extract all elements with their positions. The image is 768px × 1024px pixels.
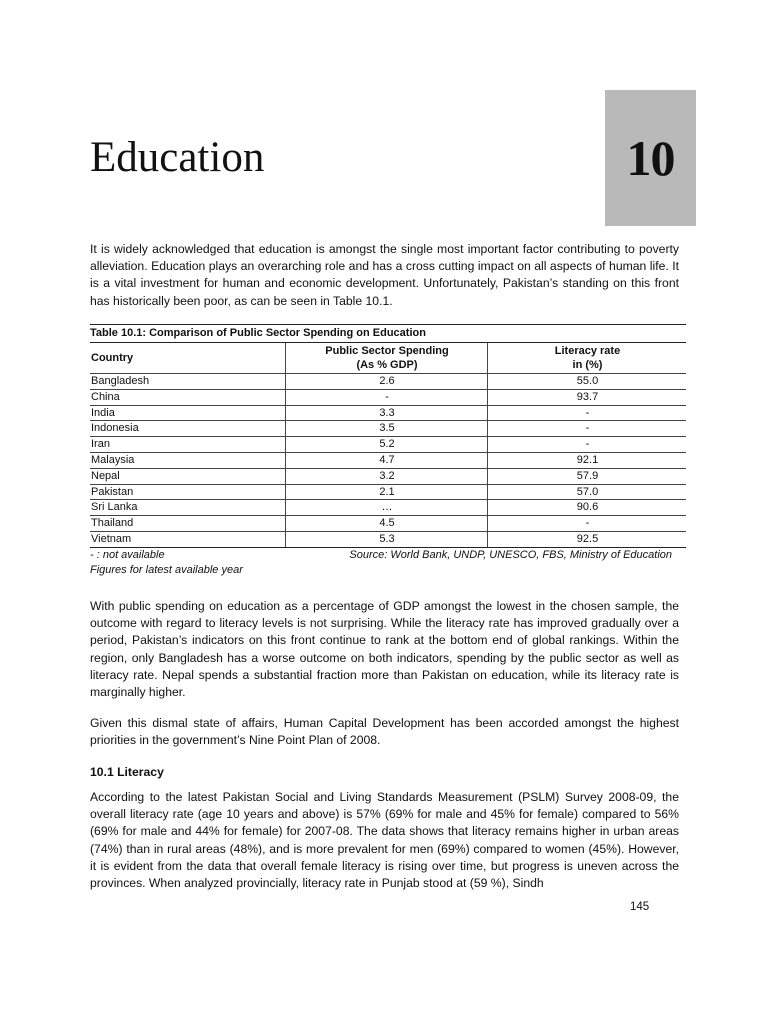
cell-country: Vietnam [90, 531, 286, 547]
table-row [90, 421, 686, 437]
cell-spending: 4.5 [286, 516, 488, 532]
header-literacy-line2: in (%) [572, 359, 603, 371]
table-row [90, 516, 686, 532]
cell-country: Indonesia [90, 421, 286, 437]
header-literacy-line1: Literacy rate [554, 345, 621, 357]
table-header-row [90, 343, 686, 374]
cell-country: Nepal [90, 468, 286, 484]
table-caption: Table 10.1: Comparison of Public Sector Spending on Education [90, 324, 686, 343]
literacy-paragraph: According to the latest Pakistan Social and Living Standards Measurement (PSLM) Survey 2008-09, the overall literacy rate (age 10 years and above) is 57% (69% for male and 45% for female) compared to 56% (69% for male and 44% for female) for 2007-08. The data shows that literacy remains higher in urban areas (74%) than in rural areas (48%), and is more prevalent for men (69%) compared to women (45%). However, it is evident from the data that overall female literacy is rising over time, but progress is uneven across the provinces. When analyzed provincially, literacy rate in Punjab stood at (59 %), Sindh [90, 790, 679, 891]
cell-country: Bangladesh [90, 374, 286, 390]
table-row [90, 389, 686, 405]
cell-literacy: - [488, 421, 687, 437]
cell-country: India [90, 405, 286, 421]
cell-country: Sri Lanka [90, 500, 286, 516]
cell-literacy: 93.7 [488, 389, 687, 405]
header-literacy [488, 343, 687, 374]
analysis-paragraph: With public spending on education as a percentage of GDP amongst the lowest in the chosen sample, the outcome with regard to literacy levels is not surprising. While the literacy rate has improved gradually over a period, Pakistan’s indicators on this front continue to rank at the bottom end of global rankings. Within the region, only Bangladesh has a worse outcome on both indicators, spending by the public sector as well as literacy rate. Nepal spends a substantial fraction more than Pakistan on education, while its literacy rate is marginally higher. [90, 599, 679, 700]
chapter-number-box [605, 90, 696, 226]
cell-country: China [90, 389, 286, 405]
cell-literacy: - [488, 405, 687, 421]
cell-literacy: - [488, 516, 687, 532]
table-source: Source: World Bank, UNDP, UNESCO, FBS, Ministry of Education [349, 548, 672, 561]
table-row [90, 484, 686, 500]
page-number: 145 [630, 901, 650, 913]
table-row [90, 531, 686, 547]
cell-country: Pakistan [90, 484, 286, 500]
cell-country: Thailand [90, 516, 286, 532]
cell-literacy: 55.0 [488, 374, 687, 390]
chapter-title: Education [90, 134, 265, 181]
cell-spending: 4.7 [286, 452, 488, 468]
cell-spending: 2.6 [286, 374, 488, 390]
table-footnote [90, 548, 686, 563]
table-row [90, 374, 686, 390]
table-row [90, 437, 686, 453]
header-country: Country [90, 343, 286, 374]
table-row [90, 452, 686, 468]
cell-spending: 3.2 [286, 468, 488, 484]
header-spending-line2: (As % GDP) [356, 359, 418, 371]
cell-spending: … [286, 500, 488, 516]
cell-spending: - [286, 389, 488, 405]
header-spending [286, 343, 488, 374]
cell-literacy: - [488, 437, 687, 453]
cell-spending: 5.2 [286, 437, 488, 453]
section-heading: 10.1 Literacy [90, 765, 164, 779]
cell-spending: 2.1 [286, 484, 488, 500]
priority-paragraph: Given this dismal state of affairs, Human Capital Development has been accorded amongst the highest priorities in the government’s Nine Point Plan of 2008. [90, 716, 679, 748]
cell-country: Iran [90, 437, 286, 453]
header-spending-line1: Public Sector Spending [325, 345, 449, 357]
cell-literacy: 92.5 [488, 531, 687, 547]
cell-country: Malaysia [90, 452, 286, 468]
cell-spending: 3.3 [286, 405, 488, 421]
spending-table [90, 324, 686, 578]
cell-literacy: 57.9 [488, 468, 687, 484]
latest-year-note: Figures for latest available year [90, 563, 243, 576]
cell-literacy: 90.6 [488, 500, 687, 516]
cell-spending: 3.5 [286, 421, 488, 437]
data-table [90, 343, 686, 548]
table-row [90, 405, 686, 421]
not-available-note: - : not available [90, 548, 165, 561]
table-row [90, 468, 686, 484]
chapter-number: 10 [626, 130, 675, 186]
intro-paragraph: It is widely acknowledged that education is amongst the single most important factor contributing to poverty alleviation. Education plays an overarching role and has a cross cutting impact on all aspects of human life. It is a vital investment for human and economic development. Unfortunately, Pakistan’s standing on this front has historically been poor, as can be seen in Table 10.1. [90, 242, 679, 308]
cell-spending: 5.3 [286, 531, 488, 547]
cell-literacy: 57.0 [488, 484, 687, 500]
table-row [90, 500, 686, 516]
cell-literacy: 92.1 [488, 452, 687, 468]
